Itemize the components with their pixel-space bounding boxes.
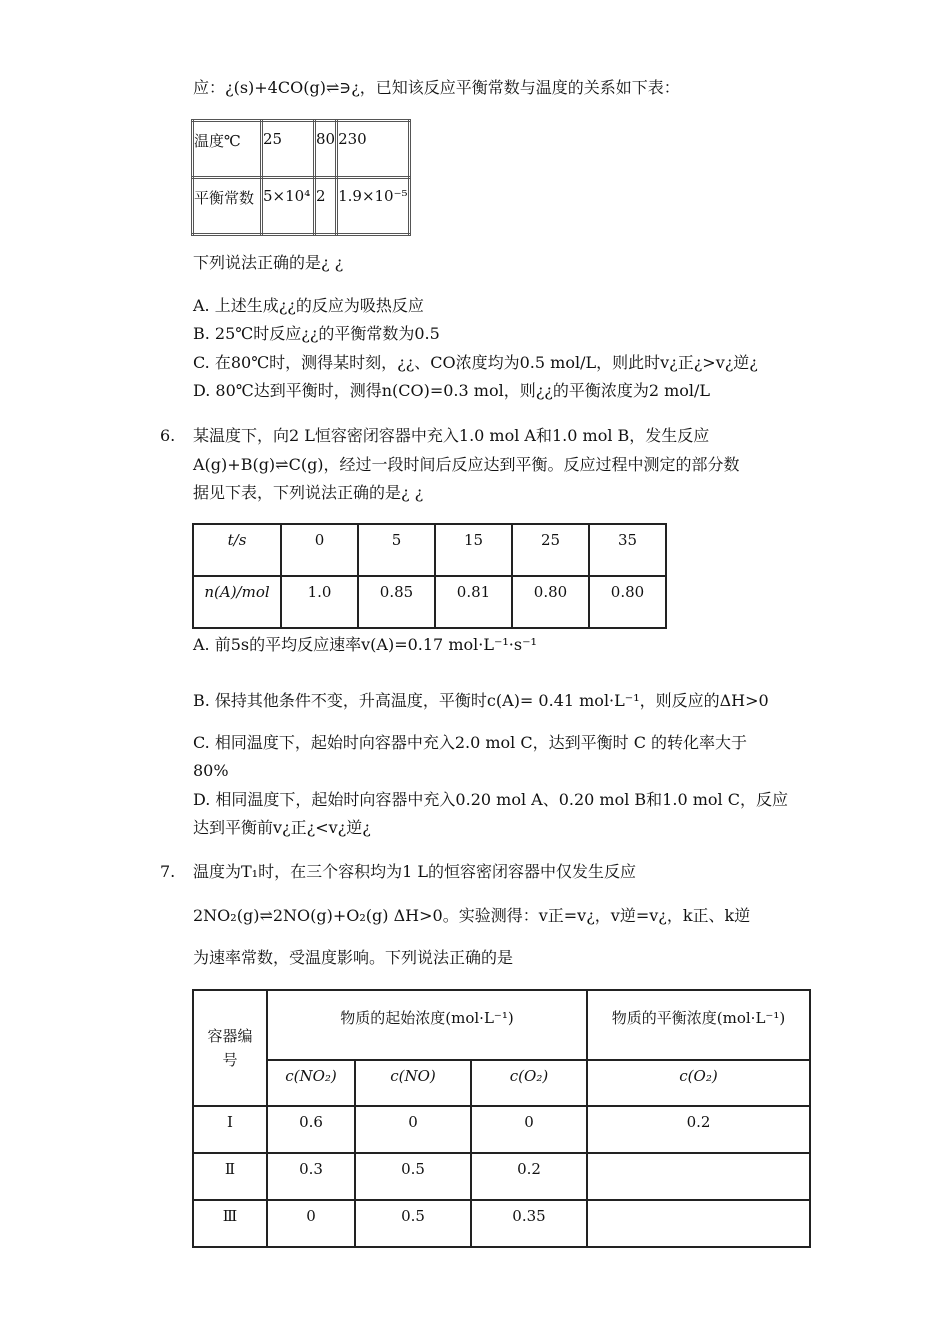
q7-subheader: c(O₂) xyxy=(471,1060,587,1106)
q5-temp-cell: 230 xyxy=(337,121,410,178)
q6-option-a: A. 前5s的平均反应速率v(A)=0.17 mol·L⁻¹·s⁻¹ xyxy=(193,635,537,654)
q6-option-d: D. 相同温度下，起始时向容器中充入0.20 mol A、0.20 mol B和1.0 mol C，反应 xyxy=(193,790,788,809)
q6-amount-cell: 0.85 xyxy=(358,576,435,628)
q7-cell: 0.35 xyxy=(471,1200,587,1247)
q5-option-d: D. 80℃达到平衡时，测得n(CO)=0.3 mol，则¿¿的平衡浓度为2 mol/L xyxy=(193,381,711,400)
q5-temp-cell: 80 xyxy=(315,121,337,178)
q6-amount-cell: 0.80 xyxy=(512,576,589,628)
q6-time-cell: 25 xyxy=(512,524,589,576)
q5-k-cell: 5×10⁴ xyxy=(262,178,315,235)
q5-intro-line: 应：¿(s)+4CO(g)⇌∋¿，已知该反应平衡常数与温度的关系如下表： xyxy=(193,78,680,97)
q7-cell: 0.6 xyxy=(267,1106,355,1153)
q7-data-table xyxy=(192,989,811,1248)
q6-option-d-cont: 达到平衡前v¿正¿<v¿逆¿ xyxy=(193,818,371,837)
q5-temp-cell: 25 xyxy=(262,121,315,178)
q6-time-cell: 0 xyxy=(281,524,358,576)
q7-cell: 0.2 xyxy=(471,1153,587,1200)
q7-stem-line: 为速率常数，受温度影响。下列说法正确的是 xyxy=(193,948,514,967)
q7-cell: 0.5 xyxy=(355,1200,471,1247)
q7-subheader: c(NO₂) xyxy=(267,1060,355,1106)
q5-option-b: B. 25℃时反应¿¿的平衡常数为0.5 xyxy=(193,324,440,343)
q7-cell xyxy=(587,1153,810,1200)
q6-option-c-cont: 80% xyxy=(193,761,229,780)
q6-time-cell: 5 xyxy=(358,524,435,576)
q7-cell: 0 xyxy=(355,1106,471,1153)
q6-option-c: C. 相同温度下，起始时向容器中充入2.0 mol C，达到平衡时 C 的转化率大于 xyxy=(193,733,748,752)
q6-time-cell: 15 xyxy=(435,524,512,576)
q7-cell: 0 xyxy=(267,1200,355,1247)
q7-equation-line: 2NO₂(g)⇌2NO(g)+O₂(g) ΔH>0。实验测得：v正=v¿，v逆=v¿，k正、k逆 xyxy=(193,906,751,925)
q6-time-header: t/s xyxy=(193,524,281,576)
q6-amount-cell: 0.81 xyxy=(435,576,512,628)
q7-eq-header: 物质的平衡浓度(mol·L⁻¹) xyxy=(587,990,810,1060)
q5-k-cell: 2 xyxy=(315,178,337,235)
q7-container-header xyxy=(193,990,267,1106)
q7-cell: 0.3 xyxy=(267,1153,355,1200)
q7-row-id: Ⅰ xyxy=(193,1106,267,1153)
q7-cell: 0.5 xyxy=(355,1153,471,1200)
q6-amount-cell: 0.80 xyxy=(589,576,666,628)
q7-container-header-text: 容器编号 xyxy=(207,1027,253,1069)
q5-option-a: A. 上述生成¿¿的反应为吸热反应 xyxy=(193,296,424,315)
q5-k-cell: 1.9×10⁻⁵ xyxy=(337,178,410,235)
q7-subheader: c(O₂) xyxy=(587,1060,810,1106)
q5-option-c: C. 在80℃时，测得某时刻，¿¿、CO浓度均为0.5 mol/L，则此时v¿正¿>v¿逆¿ xyxy=(193,353,758,372)
q7-stem-line: 温度为T₁时，在三个容积均为1 L的恒容密闭容器中仅发生反应 xyxy=(193,862,636,881)
q6-amount-cell: 1.0 xyxy=(281,576,358,628)
q6-amount-header: n(A)/mol xyxy=(193,576,281,628)
q5-question: 下列说法正确的是¿ ¿ xyxy=(193,253,344,272)
q7-start-header: 物质的起始浓度(mol·L⁻¹) xyxy=(267,990,587,1060)
q7-row-id: Ⅲ xyxy=(193,1200,267,1247)
q7-subheader: c(NO) xyxy=(355,1060,471,1106)
q7-cell: 0 xyxy=(471,1106,587,1153)
q6-time-cell: 35 xyxy=(589,524,666,576)
q6-stem-line: 据见下表，下列说法正确的是¿ ¿ xyxy=(193,483,424,502)
q6-stem-line: A(g)+B(g)⇌C(g)，经过一段时间后反应达到平衡。反应过程中测定的部分数 xyxy=(193,455,740,474)
q5-k-header: 平衡常数 xyxy=(193,178,262,235)
q7-cell: 0.2 xyxy=(587,1106,810,1153)
q7-number: 7. xyxy=(160,862,176,881)
q7-row-id: Ⅱ xyxy=(193,1153,267,1200)
q6-data-table xyxy=(192,523,667,629)
q5-temp-header: 温度℃ xyxy=(193,121,262,178)
q6-number: 6. xyxy=(160,426,176,445)
q5-k-table xyxy=(191,119,411,236)
q7-cell xyxy=(587,1200,810,1247)
q6-stem-line: 某温度下，向2 L恒容密闭容器中充入1.0 mol A和1.0 mol B，发生反应 xyxy=(193,426,710,445)
q6-option-b: B. 保持其他条件不变，升高温度，平衡时c(A)= 0.41 mol·L⁻¹，则反应的ΔH>0 xyxy=(193,691,769,710)
